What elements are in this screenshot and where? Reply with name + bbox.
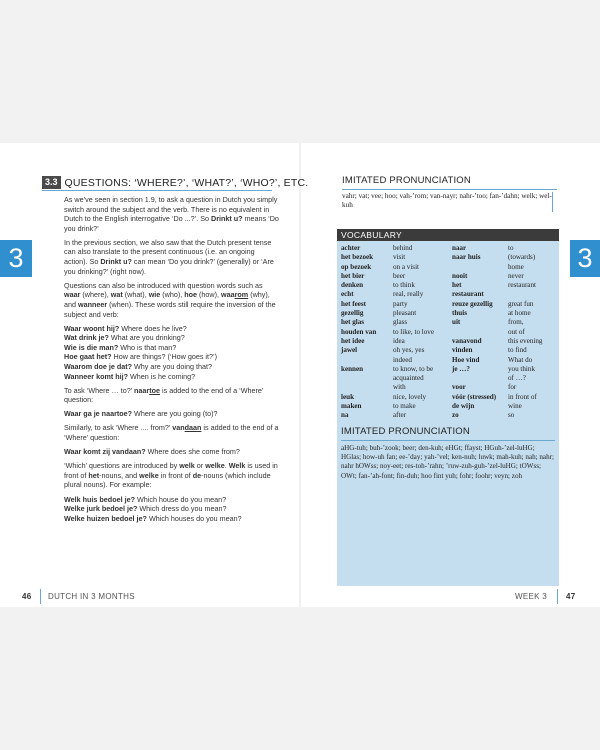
text: (where),: [80, 290, 111, 300]
text: in front of: [158, 470, 193, 480]
bold-term: [134, 386, 160, 395]
vocab-meaning: wine: [508, 402, 522, 411]
example-line: [64, 343, 279, 353]
text: naar: [134, 385, 150, 395]
vocab-row: [337, 393, 559, 402]
vocab-row: [337, 290, 559, 299]
vocab-term: naar huis: [452, 253, 481, 262]
vocab-term: het bier: [341, 271, 365, 280]
vocab-meaning: great fun: [508, 299, 534, 308]
vocab-term: het: [452, 281, 462, 290]
pronunciation-title: IMITATED PRONUNCIATION: [342, 175, 471, 186]
bold-term: welke: [205, 461, 225, 471]
vocab-meaning: so: [508, 411, 515, 420]
vocab-meaning: after: [393, 411, 406, 420]
example-line: [64, 447, 279, 457]
text: (how),: [197, 290, 222, 300]
vocab-meaning: beer: [393, 271, 406, 280]
text: means ‘Do you drink?’: [64, 214, 279, 233]
vocab-meaning: pleasant: [393, 309, 417, 318]
footer-divider: [40, 589, 41, 604]
text: (when). These words still require the inversion of the subject and verb:: [64, 299, 276, 319]
question-word: [221, 290, 248, 299]
vocab-term: houden van: [341, 327, 377, 336]
text: (what),: [122, 290, 149, 300]
vocab-row: [337, 300, 559, 309]
text: Similarly, to ask ‘Where .... from?’: [64, 423, 173, 433]
vocab-meaning: from,: [508, 318, 524, 327]
vocab-meaning: to find: [508, 346, 527, 355]
vocab-term: vinden: [452, 346, 473, 355]
example-dutch: Welke huizen bedoel je?: [64, 513, 147, 523]
vocab-term: na: [341, 411, 349, 420]
left-page-body: [64, 195, 279, 523]
text: .: [224, 461, 229, 471]
vocab-meaning: party: [393, 299, 408, 308]
vocab-row: [337, 253, 559, 262]
question-word: wie: [148, 290, 161, 300]
text: is used in front of: [64, 461, 278, 480]
example-line: [64, 495, 279, 505]
question-word: waar: [64, 290, 81, 300]
vocab-row: [337, 402, 559, 411]
text: ‘Which’ questions are introduced by: [64, 461, 180, 471]
example-english: Who is that man?: [118, 342, 177, 352]
text: is added to the end of a ‘Where’ question:: [64, 423, 279, 443]
vocab-meaning: acquainted: [393, 374, 424, 383]
vocab-meaning: indeed: [393, 355, 412, 364]
vocab-term: maken: [341, 402, 362, 411]
bold-term: Drinkt u?: [100, 257, 132, 267]
vocab-term: vanavond: [452, 336, 482, 345]
example-dutch: Hoe gaat het?: [64, 352, 112, 362]
vocab-row: [337, 356, 559, 365]
text: waa: [221, 290, 235, 300]
vocab-term: gezellig: [341, 309, 364, 318]
paragraph-2: [64, 238, 279, 276]
paragraph-4: [64, 386, 279, 405]
vocab-row: [337, 309, 559, 318]
vocab-meaning: with: [393, 383, 406, 392]
question-word: wanneer: [78, 299, 108, 309]
vocab-meaning: behind: [393, 244, 413, 252]
vocab-meaning: nice, lovely: [393, 392, 427, 401]
example-dutch: Welke jurk bedoel je?: [64, 504, 138, 514]
bold-term: welke: [139, 470, 159, 480]
vocab-row: [337, 346, 559, 355]
vocab-meaning: to make: [393, 402, 416, 411]
example-line: [64, 352, 279, 362]
vocab-row: [337, 337, 559, 346]
paragraph-5: [64, 423, 279, 442]
imitated-pronunciation-box: [342, 175, 557, 219]
vocab-row: [337, 374, 559, 383]
paragraph-1: [64, 195, 279, 233]
vocab-term: de wijn: [452, 402, 475, 411]
vocab-row: [337, 411, 559, 420]
example-english: Where does she come from?: [145, 447, 240, 457]
text: (why), and: [64, 290, 270, 309]
vocab-meaning: to like, to love: [393, 327, 434, 336]
box-edge-line: [552, 192, 553, 212]
text: (who),: [160, 290, 185, 300]
example-dutch: Wie is die man?: [64, 342, 119, 352]
section-heading: [42, 176, 308, 189]
vocab-meaning: glass: [393, 318, 408, 327]
example-line: [64, 333, 279, 343]
vocabulary-panel: [337, 229, 559, 586]
text: van: [172, 423, 185, 433]
vocab-meaning: you think: [508, 364, 535, 373]
text: is added to the end of a ‘Where’ question:: [64, 385, 264, 405]
text: can mean ‘Do you drink?’ (generally) or ‘Are you drinking?’ (right now).: [64, 257, 274, 276]
vocab-row: [337, 365, 559, 374]
paragraph-6: [64, 461, 279, 490]
vocab-term: het glas: [341, 318, 365, 327]
chapter-tab-right: 3: [570, 240, 600, 277]
examples-list: [64, 324, 279, 382]
text: Questions can also be introduced with question words such as: [64, 280, 263, 290]
example-line: [64, 324, 279, 334]
example-dutch: Waar ga je naartoe?: [64, 409, 133, 419]
stressed-syllable: daan: [184, 423, 202, 433]
vocab-term: echt: [341, 290, 354, 299]
vocab-row: [337, 244, 559, 253]
vocab-term: denken: [341, 281, 364, 290]
vocab-meaning: (towards): [508, 253, 536, 262]
running-title-right: WEEK 3: [515, 592, 548, 601]
book-gutter: [299, 143, 301, 607]
stressed-syllable: toe: [149, 385, 161, 395]
text: -nouns, and: [99, 470, 140, 480]
vocab-meaning: restaurant: [508, 281, 536, 290]
example-english: How are things? (‘How goes it?’): [111, 352, 217, 362]
question-word: wat: [110, 290, 123, 300]
vocab-term: kennen: [341, 364, 364, 373]
pronunciation-text: aHG-tuh; buh-’zook; beer; den-kuh; eHGt; ffayst; HGuh-’zel-luHG; HGlas; how-uh fan; ee-’day; yah-’vel; ken-nuh; luwk; mah-kuh; nah; nahr; nahr hOWss; noy-eet; res-toh-’rahn; ’ruw-zuh-guh-’zel-luHG; tOWss; OWt; fan-’ah-font; fin-duh; hoo fint yuh; fohr; foohr; veyn; zoh: [341, 443, 554, 480]
vocab-term: leuk: [341, 392, 355, 401]
vocab-term: het idee: [341, 336, 365, 345]
vocab-meaning: on a visit: [393, 262, 420, 271]
vocab-meaning: visit: [393, 253, 406, 262]
vocab-meaning: to think: [393, 281, 415, 290]
vocab-term: zo: [452, 411, 459, 420]
vocab-term: jawel: [341, 346, 358, 355]
vocab-meaning: at home: [508, 309, 531, 318]
vocab-meaning: home: [508, 262, 524, 271]
vocabulary-list: [337, 244, 559, 421]
example-english: Which houses do you mean?: [146, 513, 242, 523]
vocab-meaning: idea: [393, 336, 405, 345]
example-english: Which dress do you mean?: [137, 504, 227, 514]
vocab-term: het bezoek: [341, 253, 374, 262]
vocab-meaning: What do: [508, 355, 533, 364]
vocab-row: [337, 328, 559, 337]
footer-divider: [557, 589, 558, 604]
bold-term: [172, 423, 201, 432]
text: To ask ‘Where … to?’: [64, 385, 135, 395]
examples-list: [64, 495, 279, 524]
vocab-row: [337, 383, 559, 392]
section-number: 3.3: [42, 176, 61, 189]
section-rule: [42, 190, 272, 191]
chapter-tab-left: 3: [0, 240, 32, 277]
stressed-syllable: rom: [234, 290, 249, 300]
vocab-meaning: never: [508, 271, 524, 280]
question-word: hoe: [184, 290, 198, 300]
bold-term: de: [192, 470, 202, 480]
page-number-left: 46: [22, 592, 32, 601]
vocab-term: uit: [452, 318, 461, 327]
example-dutch: Wanneer komt hij?: [64, 371, 129, 381]
vocab-term: op bezoek: [341, 262, 372, 271]
pronunciation-rule: [341, 440, 555, 441]
bold-term: het: [88, 470, 100, 480]
vocab-meaning: of …?: [508, 374, 526, 383]
example-line: [64, 514, 279, 524]
vocab-term: achter: [341, 244, 361, 252]
example-line: [64, 362, 279, 372]
page-number-right: 47: [566, 592, 576, 601]
example-english: Where does he live?: [119, 323, 187, 333]
text: In the previous section, we also saw that the Dutch present tense can also translate to the present continuous (i.e. an ongoing action). So: [64, 237, 272, 267]
vocab-term: naar: [452, 244, 467, 252]
imitated-pronunciation-box-2: [337, 426, 559, 481]
vocab-row: [337, 272, 559, 281]
vocab-meaning: oh yes, yes: [393, 346, 425, 355]
example-english: When is he coming?: [128, 371, 196, 381]
text: -nouns (which include plural nouns). For example:: [64, 470, 271, 490]
example-dutch: Welk huis bedoel je?: [64, 494, 135, 504]
vocab-row: [337, 281, 559, 290]
vocab-term: reuze gezellig: [452, 299, 493, 308]
vocab-term: het feest: [341, 299, 367, 308]
vocab-row: [337, 263, 559, 272]
example-english: Why are you doing that?: [132, 362, 212, 371]
example-english: What are you drinking?: [108, 333, 185, 343]
vocab-meaning: in front of: [508, 392, 537, 401]
paragraph-3: [64, 281, 279, 319]
vocab-meaning: this evening: [508, 336, 543, 345]
example-english: Where are you going (to)?: [132, 409, 218, 419]
bold-term: welk: [179, 461, 195, 471]
bold-term: Drinkt u?: [211, 214, 243, 224]
example-line: [64, 409, 279, 419]
pronunciation-rule: [342, 189, 557, 190]
text: As we’ve seen in section 1.9, to ask a question in Dutch you simply switch around the subject and the verb. There is no equivalent in Dutch to the English interrogative ‘Do ...?’. So: [64, 195, 278, 224]
vocab-meaning: for: [508, 383, 517, 392]
vocab-term: voor: [452, 383, 466, 392]
vocab-term: nooit: [452, 271, 468, 280]
example-dutch: Waar komt zij vandaan?: [64, 447, 146, 457]
example-line: [64, 372, 279, 382]
text: or: [194, 461, 206, 471]
example-english: Which house do you mean?: [134, 494, 227, 504]
vocab-term: thuis: [452, 309, 467, 318]
vocab-meaning: to know, to be: [393, 364, 434, 373]
example-dutch: Wat drink je?: [64, 333, 109, 343]
vocab-term: restaurant: [452, 290, 484, 299]
example-dutch: Waarom doe je dat?: [64, 362, 133, 371]
section-title: QUESTIONS: ‘WHERE?’, ‘WHAT?’, ‘WHO?’, ETC.: [64, 176, 309, 189]
vocab-meaning: out of: [508, 327, 525, 336]
vocab-meaning: to: [508, 244, 514, 252]
vocab-term: vóór (stressed): [452, 392, 497, 401]
example-dutch: Waar woont hij?: [64, 323, 120, 333]
vocab-row: [337, 318, 559, 327]
pronunciation-text: vahr; vat; vee; hoo; vah-’rom; van-nayr; nahr-’too; fan-’dahn; welk; wel-kuh: [342, 192, 552, 210]
running-title-left: DUTCH IN 3 MONTHS: [48, 592, 135, 601]
pronunciation-title: IMITATED PRONUNCIATION: [341, 425, 470, 437]
example-line: [64, 504, 279, 514]
vocab-term: je …?: [452, 364, 470, 373]
vocab-meaning: real, really: [393, 290, 424, 299]
bold-term: Welk: [228, 461, 246, 471]
vocabulary-title: VOCABULARY: [337, 229, 559, 241]
vocab-term: Hoe vind: [452, 355, 480, 364]
